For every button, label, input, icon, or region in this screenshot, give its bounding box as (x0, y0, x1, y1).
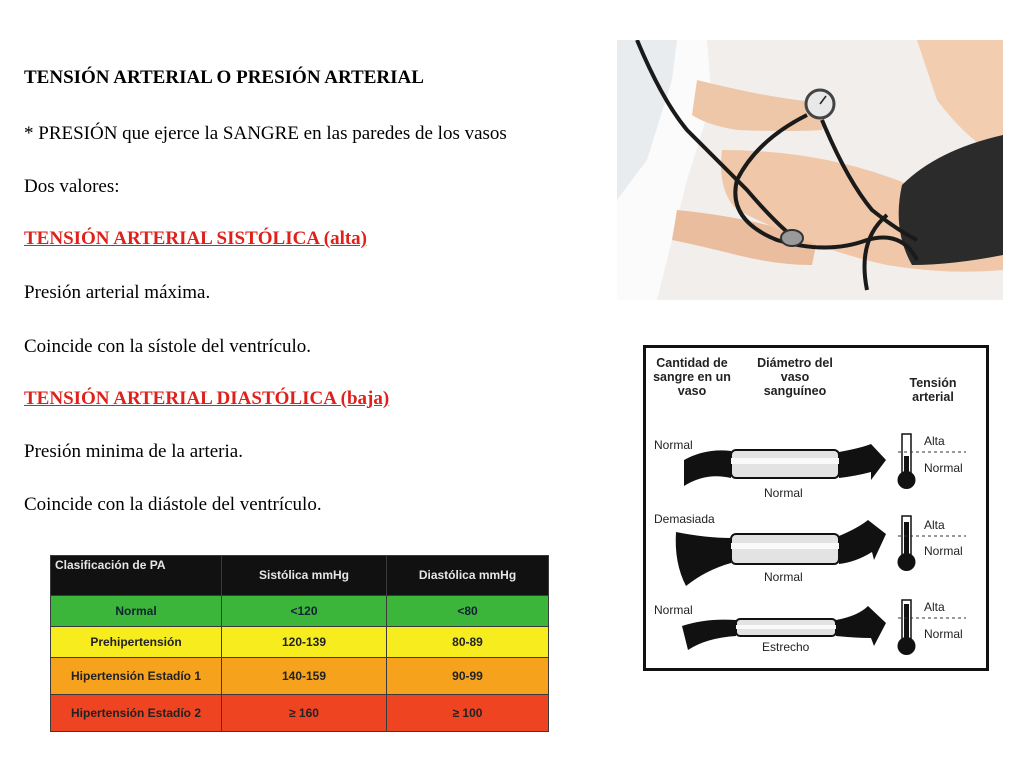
vessel-row1 (684, 444, 886, 486)
systolic-heading: TENSIÓN ARTERIAL SISTÓLICA (alta) (24, 228, 368, 249)
diastolic-min-text: Presión minima de la arteria. (24, 441, 243, 462)
diagram-row2-diameter-label: Normal (764, 570, 803, 584)
thermometer-row1 (898, 434, 967, 489)
table-cell-label: Hipertensión Estadío 1 (51, 658, 222, 695)
vessel-row3 (682, 606, 886, 650)
diastolic-coincide-text: Coincide con la diástole del ventrículo. (24, 494, 322, 515)
diagram-row3-low-label: Normal (924, 627, 963, 641)
systolic-coincide-text: Coincide con la sístole del ventrículo. (24, 336, 312, 357)
thermometer-row2 (898, 516, 967, 571)
table-cell-diastolic: ≥ 100 (387, 695, 549, 732)
two-values-text: Dos valores: (24, 176, 120, 197)
table-cell-systolic: ≥ 160 (222, 695, 387, 732)
definition-text: * PRESIÓN que ejerce la SANGRE en las paredes de los vasos (24, 123, 507, 144)
diagram-header-tension: Tensión arterial (909, 376, 957, 404)
table-cell-systolic: 140-159 (222, 658, 387, 695)
table-cell-diastolic: 80-89 (387, 627, 549, 658)
pa-classification-table (50, 555, 549, 732)
diagram-row3-blood-label: Normal (654, 603, 693, 617)
table-cell-systolic: 120-139 (222, 627, 387, 658)
table-cell-systolic: <120 (222, 596, 387, 627)
vessel-row2 (676, 520, 886, 586)
vessel-pressure-diagram (643, 345, 989, 671)
table-cell-label: Prehipertensión (51, 627, 222, 658)
diagram-graphics (646, 348, 986, 668)
diagram-header-diameter: Diámetro del vaso sanguíneo (757, 356, 833, 398)
table-row (51, 627, 549, 658)
diagram-row1-blood-label: Normal (654, 438, 693, 452)
diagram-row1-low-label: Normal (924, 461, 963, 475)
table-header-classification: Clasificación de PA (51, 556, 222, 596)
diagram-row1-diameter-label: Normal (764, 486, 803, 500)
diagram-header-blood: Cantidad de sangre en un vaso (653, 356, 731, 398)
diagram-row1-high-label: Alta (924, 434, 945, 448)
diagram-row3-high-label: Alta (924, 600, 945, 614)
blood-pressure-illustration (617, 40, 1003, 300)
thermometer-row3 (898, 600, 967, 655)
page-title: TENSIÓN ARTERIAL O PRESIÓN ARTERIAL (24, 67, 424, 88)
table-cell-label: Hipertensión Estadío 2 (51, 695, 222, 732)
diastolic-heading: TENSIÓN ARTERIAL DIASTÓLICA (baja) (24, 388, 390, 409)
table-row (51, 658, 549, 695)
table-header-diastolic: Diastólica mmHg (387, 556, 549, 596)
blood-pressure-photo (617, 40, 1003, 300)
diagram-row2-low-label: Normal (924, 544, 963, 558)
table-header-row (51, 556, 549, 596)
table-cell-diastolic: <80 (387, 596, 549, 627)
diagram-row2-high-label: Alta (924, 518, 945, 532)
diagram-row2-blood-label: Demasiada (654, 512, 715, 526)
table-row (51, 596, 549, 627)
systolic-max-text: Presión arterial máxima. (24, 282, 211, 303)
diagram-row3-diameter-label: Estrecho (762, 640, 810, 654)
table-row (51, 695, 549, 732)
table-header-systolic: Sistólica mmHg (222, 556, 387, 596)
table-cell-diastolic: 90-99 (387, 658, 549, 695)
table-cell-label: Normal (51, 596, 222, 627)
